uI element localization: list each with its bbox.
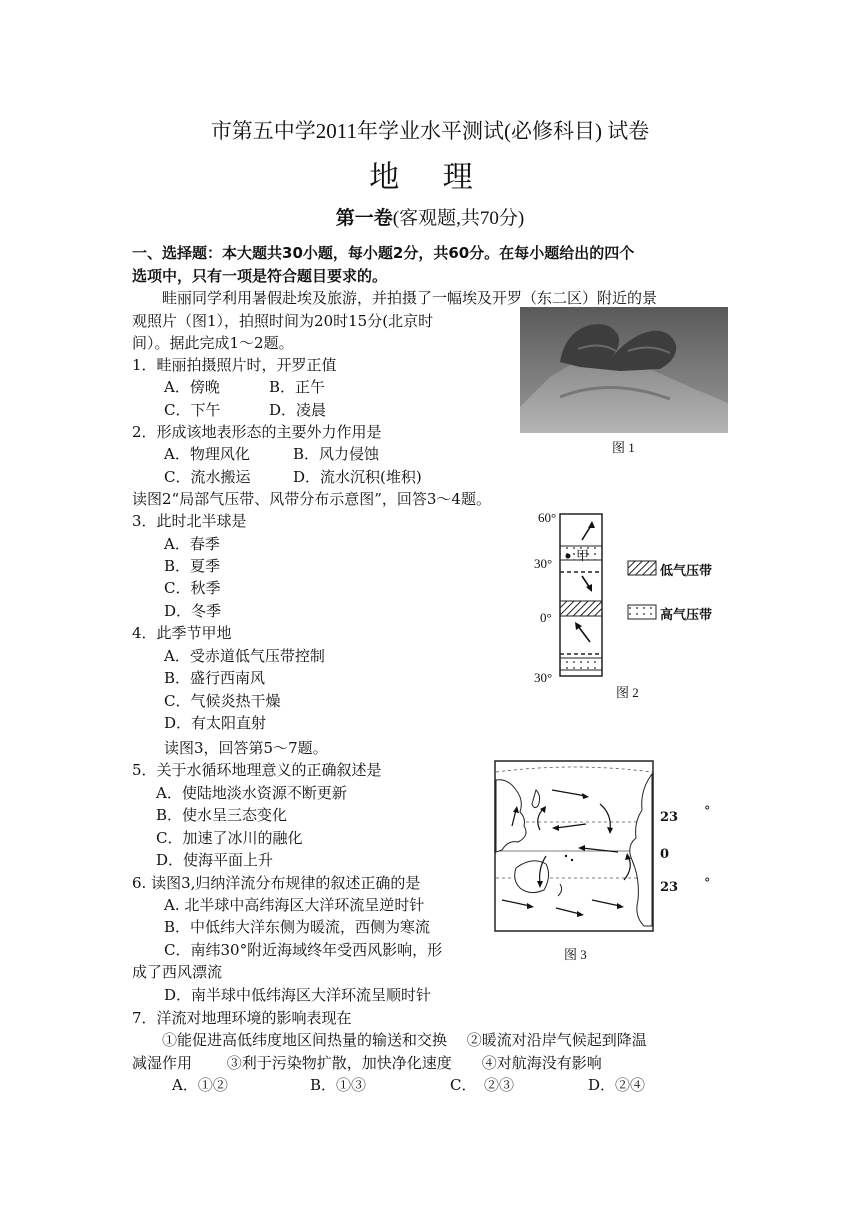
q5-option-c: C．加速了冰川的融化 <box>156 829 303 847</box>
fig3-lat-23s: 23 <box>660 880 679 895</box>
figure-2-caption: 图 2 <box>616 685 639 700</box>
q2-option-c: C．流水搬运 <box>164 468 251 486</box>
section-line1: 一、选择题：本大题共30小题，每小题2分，共60分。在每小题给出的四个 <box>132 244 635 262</box>
q4-option-b: B．盛行西南风 <box>164 669 266 687</box>
q3-option-b: B．夏季 <box>164 557 221 575</box>
q7-option-c: C． ②③ <box>450 1076 514 1094</box>
q4-option-c: C．气候炎热干燥 <box>164 692 281 710</box>
q5-option-a: A．使陆地淡水资源不断更新 <box>156 784 347 802</box>
q7-statement-line1: ①能促进高低纬度地区间热量的输送和交换 ②暖流对沿岸气候起到降温 <box>162 1031 647 1049</box>
fig2-lat-60: 60° <box>538 510 557 525</box>
q2-option-d: D．流水沉积(堆积) <box>293 468 422 486</box>
q6-option-d: D．南半球中低纬海区大洋环流呈顺时针 <box>164 986 432 1004</box>
q2-option-a: A．物理风化 <box>164 445 250 463</box>
q5-option-b: B．使水呈三态变化 <box>156 806 288 824</box>
q3-stem: 3．此时北半球是 <box>132 512 247 530</box>
q7-stem: 7．洋流对地理环境的影响表现在 <box>132 1009 352 1027</box>
q1-option-c: C．下午 <box>164 401 221 419</box>
q5-option-d: D．使海平面上升 <box>156 851 274 869</box>
q2-stem: 2．形成该地表形态的主要外力作用是 <box>132 423 382 441</box>
q4-option-d: D．有太阳直射 <box>164 714 267 732</box>
fig3-deg-2: ° <box>704 876 711 891</box>
figure-2-diagram <box>530 510 730 685</box>
section-line2: 选项中，只有一项是符合题目要求的。 <box>132 267 388 285</box>
subject-title: 地 理 <box>369 161 491 194</box>
q3-option-a: A．春季 <box>164 535 220 553</box>
intro1-line3: 间）。据此完成1～2题。 <box>132 334 294 352</box>
q6-stem: 6. 读图3,归纳洋流分布规律的叙述正确的是 <box>132 874 421 892</box>
figure-3-caption: 图 3 <box>564 947 587 962</box>
q5-stem: 5．关于水循环地理意义的正确叙述是 <box>132 761 382 779</box>
fig3-lat-0: 0 <box>660 847 670 862</box>
figure-1-photo <box>520 307 728 433</box>
fig2-jia-label: 甲 <box>576 549 590 564</box>
part-rest: (客观题,共70分) <box>392 208 525 229</box>
q4-stem: 4．此季节甲地 <box>132 624 232 642</box>
intro2: 读图2“局部气压带、风带分布示意图”，回答3～4题。 <box>132 490 491 508</box>
figure-1-caption: 图 1 <box>612 440 635 455</box>
q3-option-d: D．冬季 <box>164 602 222 620</box>
intro1-line1: 畦丽同学利用暑假赴埃及旅游，并拍摄了一幅埃及开罗（东二区）附近的景 <box>162 289 658 307</box>
intro3: 读图3，回答第5～7题。 <box>164 739 328 757</box>
q7-option-d: D．②④ <box>588 1076 646 1094</box>
q6-option-c: C．南纬30°附近海域终年受西风影响，形 <box>164 941 443 959</box>
q1-stem: 1．畦丽拍摄照片时，开罗正值 <box>132 356 337 374</box>
q6-option-b: B．中低纬大洋东侧为暖流，西侧为寒流 <box>164 918 431 936</box>
q1-option-a: A．傍晚 <box>164 378 220 396</box>
q7-option-a: A．①② <box>172 1076 228 1094</box>
q2-option-b: B．风力侵蚀 <box>293 445 380 463</box>
fig3-lat-23n: 23 <box>660 810 679 825</box>
figure-3-map <box>494 760 654 932</box>
fig3-deg-1: ° <box>704 804 711 819</box>
q3-option-c: C．秋季 <box>164 579 221 597</box>
part-bold: 第一卷 <box>335 208 393 229</box>
q6-option-c-cont: 成了西风漂流 <box>132 963 223 981</box>
fig2-legend-high: 高气压带 <box>660 608 713 623</box>
q7-option-b: B．①③ <box>310 1076 367 1094</box>
part-title <box>0 203 860 230</box>
q7-statement-line2: 减湿作用 ③利于污染物扩散，加快净化速度 ④对航海没有影响 <box>132 1054 602 1072</box>
q1-option-d: D．凌晨 <box>269 401 327 419</box>
exam-title: 市第五中学2011年学业水平测试(必修科目) 试卷 <box>210 119 650 143</box>
fig2-legend-low: 低气压带 <box>660 564 713 579</box>
intro1-line2: 观照片（图1），拍照时间为20时15分(北京时 <box>132 312 434 330</box>
fig2-lat-30s: 30° <box>534 670 553 685</box>
q1-option-b: B．正午 <box>269 378 326 396</box>
fig2-lat-30n: 30° <box>534 556 553 571</box>
q6-option-a: A. 北半球中高纬海区大洋环流呈逆时针 <box>164 896 425 914</box>
fig2-lat-0: 0° <box>540 610 552 625</box>
q4-option-a: A．受赤道低气压带控制 <box>164 647 325 665</box>
